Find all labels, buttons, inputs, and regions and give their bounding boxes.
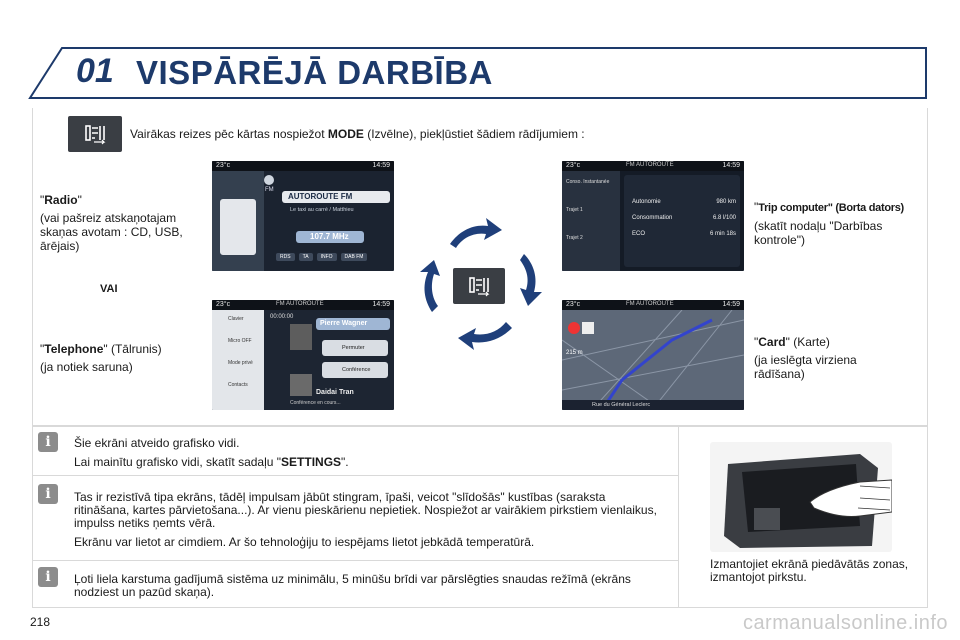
info-row2-p2: Ekrānu var lietot ar cimdiem. Ar šo tehnoloģiju to iespējams lietot jebkādā temperatūrā. xyxy=(74,535,535,549)
trip-station: AUTOROUTE xyxy=(636,162,674,168)
swap-button[interactable] xyxy=(322,340,388,356)
card-name: Card xyxy=(758,335,786,349)
info-row1-p1: Šie ekrāni atveido grafisko vidi. xyxy=(74,436,240,450)
map-screen-temp: 23°c xyxy=(566,301,581,308)
map-warning-icon xyxy=(582,322,594,334)
phone-left-item[interactable]: Contacts xyxy=(228,382,248,388)
map-screen xyxy=(562,300,744,410)
radio-screen xyxy=(212,161,394,271)
radio-source-icon xyxy=(264,175,274,185)
trip-desc: (skatīt nodaļu "Darbības kontrole") xyxy=(754,219,883,247)
phone-screen-temp: 23°c xyxy=(216,301,231,308)
trip-row xyxy=(632,231,736,247)
trip-left-items xyxy=(566,179,618,263)
radio-screen-topbar xyxy=(212,161,394,171)
radio-tabs xyxy=(276,253,367,261)
touchscreen-finger-illustration xyxy=(710,442,892,552)
intro-after: (Izvēlne), piekļūstiet šādiem rādījumiem : xyxy=(363,127,585,141)
info-icon: i xyxy=(38,567,58,587)
cycle-arrows-icon xyxy=(402,210,558,360)
trip-row-label: Autonomie xyxy=(632,199,661,205)
phone-screen-time: 14:59 xyxy=(372,301,390,308)
map-distance: 215 m xyxy=(566,350,583,356)
phone-left-item[interactable]: Clavier xyxy=(228,316,244,322)
phone-station: AUTOROUTE xyxy=(286,301,324,307)
device-caption: Izmantojiet ekrānā piedāvātās zonas, izmantojot pirkstu. xyxy=(710,557,909,584)
radio-station-panel xyxy=(282,191,390,203)
telephone-quote-open: " xyxy=(40,342,45,356)
mode-button-icon xyxy=(68,116,122,152)
map-roads xyxy=(562,300,744,410)
radio-quote-close: " xyxy=(77,193,82,207)
trip-band: FM xyxy=(626,162,635,168)
card-desc: (ja ieslēgta virziena rādīšana) xyxy=(754,353,857,381)
phone-left-item[interactable]: Mode privé xyxy=(228,360,253,366)
chapter-number: 01 xyxy=(76,52,114,90)
info-row1-p2-after: ". xyxy=(341,455,349,469)
info-icon: i xyxy=(38,484,58,504)
telephone-rest: " (Tālrunis) xyxy=(103,342,162,356)
trip-left-item[interactable]: Trajet 1 xyxy=(566,207,583,213)
radio-screen-temp: 23°c xyxy=(216,162,231,169)
radio-tab[interactable]: RDS xyxy=(276,253,295,261)
radio-name: Radio xyxy=(44,193,78,207)
conference-label: Conférence xyxy=(342,367,371,373)
chapter-title: VISPĀRĒJĀ DARBĪBA xyxy=(136,54,493,91)
radio-tab[interactable]: INFO xyxy=(317,253,337,261)
trip-screen-time: 14:59 xyxy=(722,162,740,169)
map-screen-time: 14:59 xyxy=(722,301,740,308)
radio-station-subtitle: Le taxi au carré / Matthieu xyxy=(290,207,354,213)
phone-screen xyxy=(212,300,394,410)
card-rest: " (Karte) xyxy=(785,335,830,349)
radio-quote-open: " xyxy=(40,193,45,207)
trip-label xyxy=(754,200,924,251)
trip-quote-open: " xyxy=(754,200,759,214)
phone-left-item[interactable]: Micro OFF xyxy=(228,338,252,344)
radio-station-name: AUTOROUTE FM xyxy=(288,192,353,201)
trip-row-value: 6.8 l/100 xyxy=(712,215,736,221)
trip-screen-temp: 23°c xyxy=(566,162,581,169)
map-screen-source xyxy=(626,301,674,307)
phone-screen-source xyxy=(276,301,324,307)
caller1-photo xyxy=(290,324,312,350)
radio-screen-time: 14:59 xyxy=(372,162,390,169)
map-street: Rue du Général Leclerc xyxy=(562,400,744,410)
page-number: 218 xyxy=(30,615,51,629)
intro-text xyxy=(130,127,585,141)
info-row2-p1: Tas ir rezistīvā tipa ekrāns, tādēļ impulsam jābūt stingram, īpaši, veicot "slīdošās" kustības (saraksta ritināšana, kartes pārvietošana...). Ar vienu pieskārienu nepietiek. Nospiežot ar vairākiem pirkstiem vienlaikus, impulss netiks ņemts vērā. xyxy=(74,490,657,530)
trip-screen-source xyxy=(626,162,674,168)
trip-row xyxy=(632,199,736,215)
swap-label: Permuter xyxy=(342,345,365,351)
radio-tab[interactable]: TA xyxy=(299,253,313,261)
trip-row-value: 6 min 18s xyxy=(709,231,736,237)
touchscreen-device-image xyxy=(710,442,892,552)
trip-row-value: 980 km xyxy=(716,199,736,205)
caller2-photo xyxy=(290,374,312,396)
telephone-desc: (ja notiek saruna) xyxy=(40,360,133,374)
card-quote-open: " xyxy=(754,335,759,349)
trip-left-item[interactable]: Conso. Instantanée xyxy=(566,179,610,185)
radio-label xyxy=(40,193,205,257)
info-icon: i xyxy=(38,432,58,452)
trip-rows xyxy=(632,199,736,247)
radio-tab[interactable]: DAB FM xyxy=(341,253,368,261)
call-status: Conférence en cours... xyxy=(290,400,341,406)
radio-desc: (vai pašreiz atskaņotajam skaņas avotam : CD, USB, ārējais) xyxy=(40,211,183,253)
radio-band-label: FM xyxy=(265,187,274,193)
info-row3-p1: Ļoti liela karstuma gadījumā sistēma uz minimālu, 5 minūšu brīdi var pārslēgties snaudas režīmā (ekrāns nodziest un pazūd skaņa). xyxy=(74,572,631,599)
info-divider xyxy=(678,426,679,608)
map-band: FM xyxy=(626,301,635,307)
radio-frequency: 107.7 MHz xyxy=(310,232,349,241)
conference-button[interactable] xyxy=(322,362,388,378)
info-text-2 xyxy=(74,491,664,555)
telephone-name: Telephone xyxy=(44,342,104,356)
card-label xyxy=(754,335,894,385)
trip-name: Trip computer" (Borta dators) xyxy=(758,202,904,214)
caller2-name: Daidai Tran xyxy=(316,389,354,396)
intro-before: Vairākas reizes pēc kārtas nospiežot xyxy=(130,127,328,141)
phone-band: FM xyxy=(276,301,285,307)
caller1-panel xyxy=(316,318,390,330)
trip-left-item[interactable]: Trajet 2 xyxy=(566,235,583,241)
trip-row-label: ECO xyxy=(632,231,646,237)
radio-screen-preset-card xyxy=(220,199,256,255)
info-text-3 xyxy=(74,573,664,605)
or-label: VAI xyxy=(100,283,118,295)
phone-timer: 00:00:00 xyxy=(270,314,294,320)
telephone-label xyxy=(40,342,205,378)
phone-left-items xyxy=(216,316,262,404)
map-station: AUTOROUTE xyxy=(636,301,674,307)
info-row1-p2-before: Lai mainītu grafisko vidi, skatīt sadaļu " xyxy=(74,455,282,469)
info-text-1 xyxy=(74,437,664,475)
radio-frequency-panel xyxy=(296,231,364,243)
map-speed-sign-icon xyxy=(568,322,580,334)
intro-mode: MODE xyxy=(327,127,364,141)
trip-row xyxy=(632,215,736,231)
watermark: carmanualsonline.info xyxy=(742,612,948,634)
settings-label: SETTINGS xyxy=(281,455,342,469)
trip-screen xyxy=(562,161,744,271)
trip-row-label: Consommation xyxy=(632,215,673,221)
caller1-name: Pierre Wagner xyxy=(320,320,368,327)
